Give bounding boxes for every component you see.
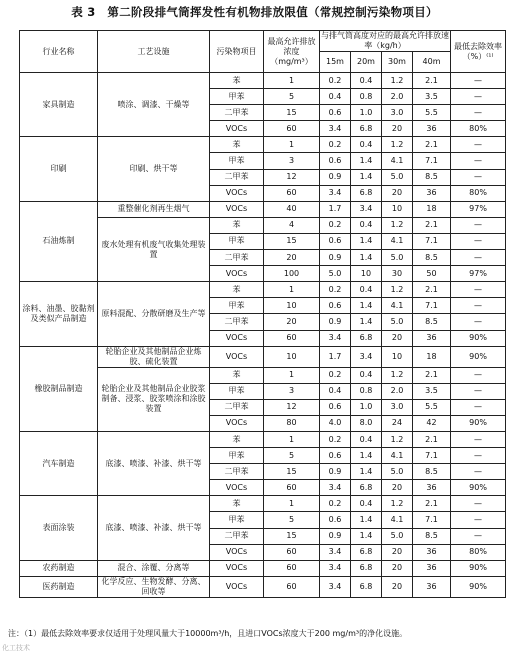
rate-20m-cell: 6.8 [351,480,382,496]
pollutant-cell: 甲苯 [210,89,264,105]
pollutant-cell: 二甲苯 [210,105,264,121]
rate-20m-cell: 6.8 [351,185,382,201]
rate-30m-cell: 3.0 [382,399,413,415]
pollutant-cell: VOCs [210,185,264,201]
rate-20m-cell: 0.4 [351,431,382,447]
industry-cell: 农药制造 [20,560,98,576]
rate-20m-cell: 0.4 [351,73,382,89]
process-cell: 印刷、烘干等 [98,137,210,201]
table-row [20,560,506,576]
rate-15m-cell: 0.4 [320,383,351,399]
efficiency-cell: 90% [451,330,506,346]
pollutant-cell: VOCs [210,266,264,282]
concentration-cell: 12 [264,399,320,415]
rate-30m-cell: 4.1 [382,448,413,464]
concentration-cell: 15 [264,464,320,480]
rate-15m-cell: 3.4 [320,185,351,201]
efficiency-cell: 90% [451,480,506,496]
emission-limits-table [19,30,506,598]
table-row [20,496,506,512]
concentration-cell: 12 [264,169,320,185]
rate-40m-cell: 3.5 [413,89,451,105]
header-height-40m: 40m [413,52,451,73]
rate-40m-cell: 42 [413,415,451,431]
pollutant-cell: 苯 [210,431,264,447]
rate-15m-cell: 5.0 [320,266,351,282]
pollutant-cell: 二甲苯 [210,314,264,330]
rate-30m-cell: 3.0 [382,105,413,121]
efficiency-cell: 97% [451,201,506,217]
header-process: 工艺设施 [98,31,210,73]
concentration-cell: 80 [264,415,320,431]
rate-40m-cell: 50 [413,266,451,282]
rate-20m-cell: 0.4 [351,496,382,512]
rate-30m-cell: 5.0 [382,528,413,544]
efficiency-cell: — [451,169,506,185]
efficiency-cell: 80% [451,544,506,560]
rate-30m-cell: 20 [382,330,413,346]
efficiency-cell: — [451,282,506,298]
process-cell: 轮胎企业及其他制品企业胶浆制备、浸浆、胶浆喷涂和涂胶装置 [98,367,210,431]
rate-30m-cell: 1.2 [382,73,413,89]
pollutant-cell: 甲苯 [210,383,264,399]
rate-20m-cell: 6.8 [351,560,382,576]
efficiency-cell: — [451,233,506,249]
concentration-cell: 5 [264,89,320,105]
rate-30m-cell: 20 [382,185,413,201]
rate-30m-cell: 10 [382,346,413,367]
table-row [20,201,506,217]
rate-15m-cell: 3.4 [320,480,351,496]
rate-20m-cell: 0.8 [351,383,382,399]
rate-20m-cell: 6.8 [351,544,382,560]
rate-20m-cell: 1.0 [351,399,382,415]
rate-30m-cell: 5.0 [382,314,413,330]
efficiency-cell: — [451,298,506,314]
rate-15m-cell: 0.4 [320,89,351,105]
rate-40m-cell: 8.5 [413,169,451,185]
header-industry: 行业名称 [20,31,98,73]
concentration-cell: 20 [264,250,320,266]
pollutant-cell: 甲苯 [210,298,264,314]
header-height-30m: 30m [382,52,413,73]
pollutant-cell: VOCs [210,346,264,367]
concentration-cell: 60 [264,560,320,576]
industry-cell: 石油炼制 [20,201,98,281]
concentration-cell: 4 [264,217,320,233]
rate-15m-cell: 0.9 [320,314,351,330]
pollutant-cell: VOCs [210,560,264,576]
rate-15m-cell: 0.9 [320,528,351,544]
rate-40m-cell: 7.1 [413,153,451,169]
rate-15m-cell: 0.2 [320,137,351,153]
header-height-20m: 20m [351,52,382,73]
rate-15m-cell: 0.6 [320,399,351,415]
concentration-cell: 60 [264,576,320,597]
concentration-cell: 5 [264,512,320,528]
pollutant-cell: 二甲苯 [210,169,264,185]
rate-15m-cell: 0.2 [320,282,351,298]
rate-15m-cell: 4.0 [320,415,351,431]
pollutant-cell: 甲苯 [210,448,264,464]
efficiency-cell: — [451,512,506,528]
efficiency-cell: — [451,250,506,266]
rate-20m-cell: 0.4 [351,137,382,153]
pollutant-cell: 二甲苯 [210,528,264,544]
rate-15m-cell: 3.4 [320,576,351,597]
rate-40m-cell: 2.1 [413,496,451,512]
efficiency-cell: 90% [451,560,506,576]
rate-40m-cell: 5.5 [413,399,451,415]
rate-30m-cell: 20 [382,544,413,560]
concentration-cell: 1 [264,73,320,89]
efficiency-cell: — [451,464,506,480]
pollutant-cell: 苯 [210,137,264,153]
rate-20m-cell: 0.4 [351,217,382,233]
rate-30m-cell: 20 [382,560,413,576]
concentration-cell: 60 [264,185,320,201]
concentration-cell: 10 [264,298,320,314]
table-row [20,431,506,447]
rate-15m-cell: 0.2 [320,431,351,447]
table-body [20,73,506,598]
rate-40m-cell: 2.1 [413,282,451,298]
efficiency-cell: 90% [451,415,506,431]
rate-15m-cell: 0.2 [320,217,351,233]
pollutant-cell: 苯 [210,282,264,298]
rate-40m-cell: 7.1 [413,298,451,314]
efficiency-cell: 90% [451,346,506,367]
rate-15m-cell: 0.6 [320,105,351,121]
pollutant-cell: 苯 [210,217,264,233]
concentration-cell: 3 [264,153,320,169]
rate-20m-cell: 0.8 [351,89,382,105]
rate-20m-cell: 3.4 [351,346,382,367]
rate-40m-cell: 2.1 [413,431,451,447]
rate-20m-cell: 6.8 [351,576,382,597]
rate-40m-cell: 36 [413,560,451,576]
header-emission-rate: 与排气筒高度对应的最高允许排放速率（kg/h） [321,31,450,50]
table-row [20,576,506,597]
concentration-cell: 60 [264,330,320,346]
process-cell: 轮胎企业及其他制品企业炼胶、硫化装置 [98,346,210,367]
process-cell: 底漆、喷漆、补漆、烘干等 [98,496,210,560]
rate-20m-cell: 1.4 [351,233,382,249]
rate-15m-cell: 1.7 [320,201,351,217]
header-max-concentration: 最高允许排放浓度（mg/m³） [264,31,320,73]
concentration-cell: 5 [264,448,320,464]
rate-15m-cell: 0.2 [320,367,351,383]
efficiency-cell: 80% [451,185,506,201]
table-title: 表 3 第二阶段排气筒挥发性有机物排放限值（常规控制污染物项目） [71,5,438,19]
rate-20m-cell: 8.0 [351,415,382,431]
concentration-cell: 15 [264,233,320,249]
efficiency-cell: — [451,367,506,383]
rate-20m-cell: 10 [351,266,382,282]
rate-40m-cell: 7.1 [413,233,451,249]
concentration-cell: 60 [264,544,320,560]
rate-30m-cell: 5.0 [382,169,413,185]
rate-20m-cell: 6.8 [351,330,382,346]
pollutant-cell: VOCs [210,415,264,431]
rate-40m-cell: 36 [413,330,451,346]
pollutant-cell: 二甲苯 [210,399,264,415]
efficiency-cell: — [451,137,506,153]
concentration-cell: 100 [264,266,320,282]
rate-20m-cell: 0.4 [351,367,382,383]
rate-20m-cell: 1.4 [351,448,382,464]
rate-30m-cell: 5.0 [382,250,413,266]
rate-15m-cell: 0.9 [320,169,351,185]
pollutant-cell: 甲苯 [210,512,264,528]
rate-20m-cell: 1.0 [351,105,382,121]
process-cell: 底漆、喷漆、补漆、烘干等 [98,431,210,495]
industry-cell: 医药制造 [20,576,98,597]
rate-40m-cell: 7.1 [413,448,451,464]
rate-40m-cell: 8.5 [413,250,451,266]
header-min-efficiency: 最低去除效率（%）⁽¹⁾ [451,31,506,73]
rate-30m-cell: 20 [382,121,413,137]
efficiency-cell: — [451,496,506,512]
rate-20m-cell: 1.4 [351,169,382,185]
pollutant-cell: 甲苯 [210,233,264,249]
pollutant-cell: VOCs [210,576,264,597]
concentration-cell: 1 [264,137,320,153]
process-cell: 重整催化剂再生烟气 [98,201,210,217]
concentration-cell: 1 [264,431,320,447]
pollutant-cell: VOCs [210,121,264,137]
rate-20m-cell: 6.8 [351,121,382,137]
efficiency-cell: 90% [451,576,506,597]
concentration-cell: 1 [264,282,320,298]
pollutant-cell: 苯 [210,367,264,383]
process-cell: 化学反应、生物发酵、分离、回收等 [98,576,210,597]
process-cell: 原料混配、分散研磨及生产等 [98,282,210,346]
process-cell: 废水处理有机废气收集处理装置 [98,217,210,281]
rate-15m-cell: 0.6 [320,448,351,464]
concentration-cell: 1 [264,496,320,512]
rate-40m-cell: 18 [413,346,451,367]
industry-cell: 涂料、油墨、胶黏剂及类似产品制造 [20,282,98,346]
rate-40m-cell: 5.5 [413,105,451,121]
rate-40m-cell: 36 [413,185,451,201]
rate-15m-cell: 0.9 [320,250,351,266]
table-row [20,282,506,298]
concentration-cell: 15 [264,528,320,544]
efficiency-cell: — [451,528,506,544]
rate-20m-cell: 1.4 [351,298,382,314]
efficiency-cell: — [451,73,506,89]
concentration-cell: 20 [264,314,320,330]
rate-15m-cell: 3.4 [320,330,351,346]
rate-15m-cell: 3.4 [320,560,351,576]
efficiency-cell: — [451,383,506,399]
rate-15m-cell: 0.2 [320,496,351,512]
rate-30m-cell: 1.2 [382,496,413,512]
concentration-cell: 60 [264,480,320,496]
pollutant-cell: VOCs [210,201,264,217]
rate-30m-cell: 1.2 [382,367,413,383]
pollutant-cell: 苯 [210,496,264,512]
rate-15m-cell: 1.7 [320,346,351,367]
process-cell: 喷涂、调漆、干燥等 [98,73,210,137]
efficiency-cell: — [451,448,506,464]
rate-40m-cell: 2.1 [413,217,451,233]
rate-40m-cell: 3.5 [413,383,451,399]
pollutant-cell: VOCs [210,480,264,496]
rate-30m-cell: 2.0 [382,89,413,105]
industry-cell: 印刷 [20,137,98,201]
rate-15m-cell: 0.6 [320,512,351,528]
rate-40m-cell: 8.5 [413,464,451,480]
rate-40m-cell: 2.1 [413,73,451,89]
pollutant-cell: 二甲苯 [210,464,264,480]
efficiency-cell: 97% [451,266,506,282]
rate-30m-cell: 24 [382,415,413,431]
table-row [20,73,506,89]
rate-30m-cell: 1.2 [382,431,413,447]
process-cell: 混合、涂覆、分离等 [98,560,210,576]
industry-cell: 汽车制造 [20,431,98,495]
rate-15m-cell: 0.9 [320,464,351,480]
concentration-cell: 3 [264,383,320,399]
rate-40m-cell: 36 [413,480,451,496]
footnote: 注：（1）最低去除效率要求仅适用于处理风量大于10000m³/h，且进口VOCs浓度大于200 mg/m³的净化设施。 [8,629,408,638]
rate-30m-cell: 20 [382,480,413,496]
rate-40m-cell: 36 [413,576,451,597]
concentration-cell: 1 [264,367,320,383]
rate-15m-cell: 0.6 [320,298,351,314]
concentration-cell: 60 [264,121,320,137]
rate-40m-cell: 7.1 [413,512,451,528]
table-row [20,137,506,153]
rate-40m-cell: 8.5 [413,314,451,330]
rate-20m-cell: 1.4 [351,528,382,544]
rate-30m-cell: 1.2 [382,217,413,233]
rate-20m-cell: 0.4 [351,282,382,298]
concentration-cell: 40 [264,201,320,217]
rate-40m-cell: 36 [413,544,451,560]
header-pollutant: 污染物项目 [210,31,264,73]
concentration-cell: 10 [264,346,320,367]
industry-cell: 表面涂装 [20,496,98,560]
rate-20m-cell: 1.4 [351,153,382,169]
efficiency-cell: — [451,314,506,330]
concentration-cell: 15 [264,105,320,121]
industry-cell: 家具制造 [20,73,98,137]
rate-30m-cell: 4.1 [382,298,413,314]
efficiency-cell: — [451,153,506,169]
rate-40m-cell: 18 [413,201,451,217]
rate-30m-cell: 1.2 [382,282,413,298]
pollutant-cell: 二甲苯 [210,250,264,266]
rate-30m-cell: 20 [382,576,413,597]
efficiency-cell: — [451,89,506,105]
rate-30m-cell: 2.0 [382,383,413,399]
rate-15m-cell: 0.6 [320,153,351,169]
rate-15m-cell: 3.4 [320,121,351,137]
rate-40m-cell: 2.1 [413,367,451,383]
rate-20m-cell: 1.4 [351,314,382,330]
header-height-15m: 15m [320,52,351,73]
pollutant-cell: 甲苯 [210,153,264,169]
pollutant-cell: 苯 [210,73,264,89]
efficiency-cell: 80% [451,121,506,137]
rate-20m-cell: 3.4 [351,201,382,217]
rate-15m-cell: 0.2 [320,73,351,89]
rate-30m-cell: 5.0 [382,464,413,480]
rate-30m-cell: 4.1 [382,233,413,249]
watermark-text: 化工技术 [2,644,30,652]
rate-15m-cell: 3.4 [320,544,351,560]
rate-30m-cell: 4.1 [382,512,413,528]
rate-40m-cell: 8.5 [413,528,451,544]
rate-40m-cell: 36 [413,121,451,137]
rate-15m-cell: 0.6 [320,233,351,249]
rate-30m-cell: 4.1 [382,153,413,169]
pollutant-cell: VOCs [210,544,264,560]
rate-30m-cell: 30 [382,266,413,282]
rate-20m-cell: 1.4 [351,250,382,266]
efficiency-cell: — [451,431,506,447]
pollutant-cell: VOCs [210,330,264,346]
rate-20m-cell: 1.4 [351,512,382,528]
efficiency-cell: — [451,217,506,233]
rate-30m-cell: 1.2 [382,137,413,153]
efficiency-cell: — [451,399,506,415]
rate-30m-cell: 10 [382,201,413,217]
industry-cell: 橡胶制品制造 [20,346,98,431]
rate-40m-cell: 2.1 [413,137,451,153]
rate-20m-cell: 1.4 [351,464,382,480]
efficiency-cell: — [451,105,506,121]
